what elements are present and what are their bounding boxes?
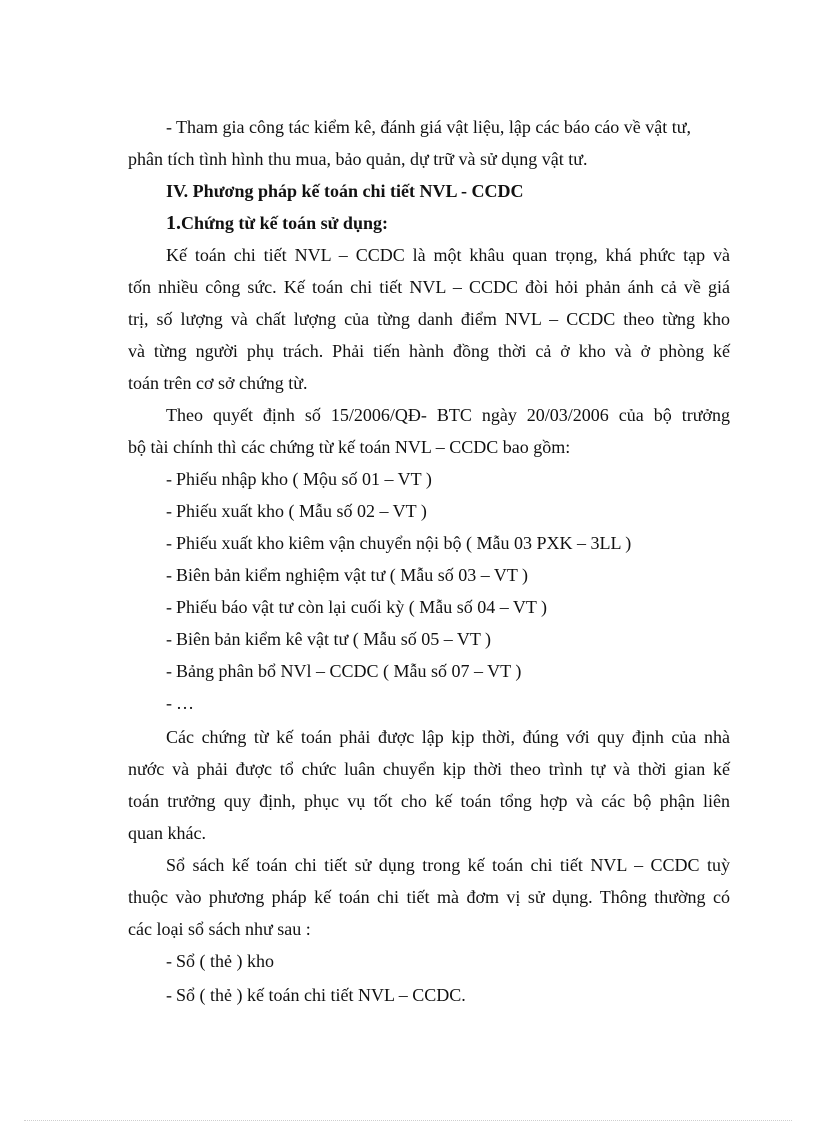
subsection-number: 1. bbox=[166, 212, 181, 234]
paragraph-line: Theo quyết định số 15/2006/QĐ- BTC ngày 20/03/2006 của bộ trưởng bbox=[166, 405, 730, 425]
dash-bullet: - bbox=[166, 597, 172, 617]
paragraph-line: tốn nhiều công sức. Kế toán chi tiết NVL – CCDC đòi hỏi phản ánh cả về giá bbox=[128, 277, 730, 297]
list-item bbox=[166, 116, 691, 138]
list-item bbox=[166, 628, 491, 650]
paragraph-line: Kế toán chi tiết NVL – CCDC là một khâu quan trọng, khá phức tạp và bbox=[166, 245, 730, 265]
paragraph-line: quan khác. bbox=[128, 823, 206, 843]
list-item bbox=[166, 500, 427, 522]
paragraph-line: toán trên cơ sở chứng từ. bbox=[128, 373, 308, 393]
dash-bullet: - bbox=[166, 565, 172, 585]
paragraph-line: nước và phải được tổ chức luân chuyển kịp thời theo trình tự và thời gian kế bbox=[128, 759, 730, 779]
dash-bullet: - bbox=[166, 661, 172, 681]
list-item bbox=[166, 984, 466, 1006]
list-item bbox=[166, 596, 547, 618]
paragraph-line: toán trưởng quy định, phục vụ tốt cho kế toán tổng hợp và các bộ phận liên bbox=[128, 791, 730, 811]
section-heading: IV. Phương pháp kế toán chi tiết NVL - CCDC bbox=[166, 181, 524, 201]
list-item bbox=[166, 564, 528, 586]
list-item-text: Phiếu xuất kho kiêm vận chuyển nội bộ ( Mẫu 03 PXK – 3LL ) bbox=[176, 533, 632, 553]
dash-bullet: - bbox=[166, 985, 172, 1005]
dash-bullet: - bbox=[166, 951, 172, 971]
list-item bbox=[166, 532, 631, 554]
list-item bbox=[166, 468, 432, 490]
list-item-text: Phiếu nhập kho ( Mộu số 01 – VT ) bbox=[176, 469, 432, 489]
list-item-text: Bảng phân bổ NVl – CCDC ( Mẫu số 07 – VT ) bbox=[176, 661, 522, 681]
dash-bullet: - bbox=[166, 501, 172, 521]
list-item-text: Biên bản kiểm nghiệm vật tư ( Mẫu số 03 – VT ) bbox=[176, 565, 529, 585]
paragraph-line: thuộc vào phương pháp kế toán chi tiết mà đơm vị sử dụng. Thông thường có bbox=[128, 887, 730, 907]
list-item-text: Phiếu xuất kho ( Mẫu số 02 – VT ) bbox=[176, 501, 427, 521]
paragraph-line: Tham gia công tác kiểm kê, đánh giá vật liệu, lập các báo cáo về vật tư, bbox=[176, 117, 692, 137]
list-item bbox=[166, 950, 274, 972]
subsection-heading bbox=[166, 212, 388, 234]
list-item-text: Sổ ( thẻ ) kho bbox=[176, 951, 274, 971]
dash-bullet: - bbox=[166, 629, 172, 649]
paragraph-line: và từng người phụ trách. Phải tiến hành đồng thời cả ở kho và ở phòng kế bbox=[128, 341, 730, 361]
paragraph-line: phân tích tình hình thu mua, bảo quản, dự trữ và sử dụng vật tư. bbox=[128, 149, 588, 169]
list-item bbox=[166, 692, 194, 714]
list-item-text: Biên bản kiểm kê vật tư ( Mẫu số 05 – VT ) bbox=[176, 629, 492, 649]
list-item-text: Sổ ( thẻ ) kế toán chi tiết NVL – CCDC. bbox=[176, 985, 466, 1005]
list-item-text: … bbox=[176, 693, 194, 713]
paragraph-line: Các chứng từ kế toán phải được lập kịp thời, đúng với quy định của nhà bbox=[166, 727, 730, 747]
subsection-title: Chứng từ kế toán sử dụng: bbox=[181, 213, 388, 233]
paragraph-line: bộ tài chính thì các chứng từ kế toán NVL – CCDC bao gồm: bbox=[128, 437, 571, 457]
list-item bbox=[166, 660, 521, 682]
dash-bullet: - bbox=[166, 117, 172, 137]
page-bottom-divider bbox=[24, 1120, 792, 1121]
paragraph-line: trị, số lượng và chất lượng của từng danh điểm NVL – CCDC theo từng kho bbox=[128, 309, 730, 329]
dash-bullet: - bbox=[166, 693, 172, 713]
paragraph-line: Sổ sách kế toán chi tiết sử dụng trong kế toán chi tiết NVL – CCDC tuỳ bbox=[166, 855, 730, 875]
paragraph-line: các loại sổ sách như sau : bbox=[128, 919, 311, 939]
dash-bullet: - bbox=[166, 469, 172, 489]
dash-bullet: - bbox=[166, 533, 172, 553]
list-item-text: Phiếu báo vật tư còn lại cuối kỳ ( Mẫu số 04 – VT ) bbox=[176, 597, 548, 617]
